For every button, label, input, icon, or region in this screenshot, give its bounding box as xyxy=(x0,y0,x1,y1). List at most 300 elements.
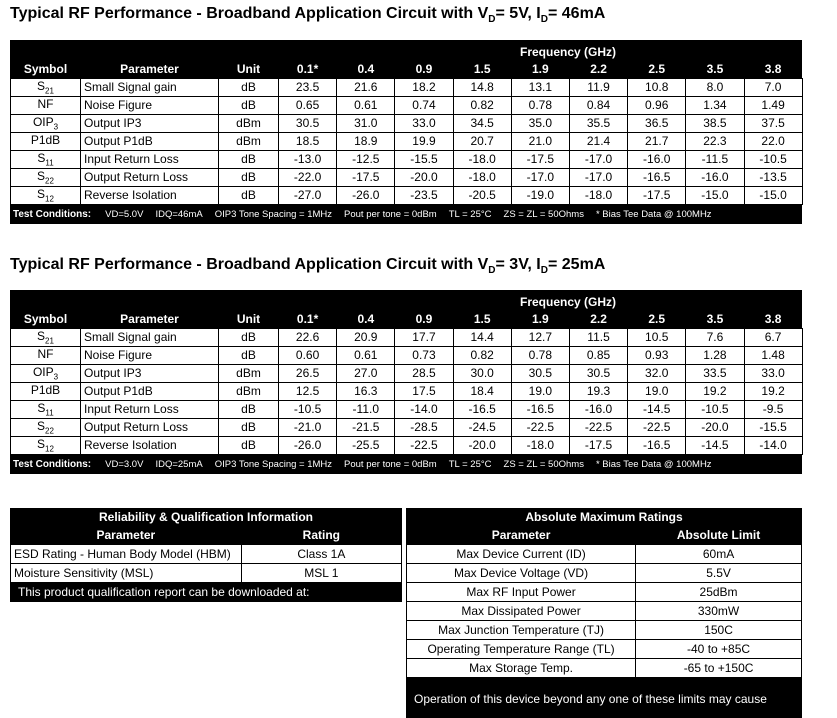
table-row xyxy=(11,96,803,114)
value-cell: 19.2 xyxy=(686,382,744,400)
symbol: S xyxy=(37,186,46,201)
parameter-cell: Output P1dB xyxy=(81,132,219,150)
value-cell: -22.5 xyxy=(569,418,627,436)
parameter-cell: Max Storage Temp. xyxy=(407,658,636,677)
value-cell: 8.0 xyxy=(686,78,744,96)
table-row xyxy=(11,78,803,96)
value-cell: 0.74 xyxy=(395,96,453,114)
value-cell: -12.5 xyxy=(337,150,395,168)
table-row xyxy=(407,544,802,563)
test-condition-item: IDQ=25mA xyxy=(155,458,203,470)
header-row xyxy=(11,60,803,78)
value-cell: 0.96 xyxy=(628,96,686,114)
value-cell: MSL 1 xyxy=(241,563,401,582)
symbol-cell xyxy=(11,78,81,96)
value-cell: -10.5 xyxy=(686,400,744,418)
symbol: S xyxy=(37,150,46,165)
symbol-subscript: 22 xyxy=(45,176,54,186)
rf-performance-table-3v xyxy=(10,290,802,474)
column-header: 0.1* xyxy=(296,61,319,76)
value-cell: 12.7 xyxy=(511,328,569,346)
value-cell: -18.0 xyxy=(453,150,511,168)
value-cell: -17.0 xyxy=(569,168,627,186)
value-cell: 16.3 xyxy=(337,382,395,400)
value-cell: 0.84 xyxy=(569,96,627,114)
table-row xyxy=(11,346,803,364)
column-header: Rating xyxy=(302,527,341,542)
value-cell: -16.5 xyxy=(628,436,686,454)
symbol-subscript: 21 xyxy=(45,86,54,96)
column-header: 2.5 xyxy=(648,61,666,76)
value-cell: 34.5 xyxy=(453,114,511,132)
value-cell: 60mA xyxy=(636,544,802,563)
parameter-cell: Output Return Loss xyxy=(81,168,219,186)
value-cell: -17.0 xyxy=(569,150,627,168)
value-cell: -16.0 xyxy=(628,150,686,168)
value-cell: 11.9 xyxy=(569,78,627,96)
value-cell: 35.5 xyxy=(569,114,627,132)
symbol-cell xyxy=(11,186,81,204)
symbol: S xyxy=(37,400,46,415)
value-cell: -14.0 xyxy=(395,400,453,418)
symbol-subscript: 11 xyxy=(45,158,54,168)
table-title: Absolute Maximum Ratings xyxy=(525,510,683,524)
column-header: 3.5 xyxy=(706,61,724,76)
title-sub: D xyxy=(488,14,496,26)
value-cell: -14.5 xyxy=(628,400,686,418)
table-row xyxy=(407,658,802,677)
parameter-cell: Input Return Loss xyxy=(81,400,219,418)
value-cell: -22.5 xyxy=(395,436,453,454)
test-condition-item: VD=3.0V xyxy=(105,458,144,470)
title-text: = 46mA xyxy=(547,5,606,22)
value-cell: -20.5 xyxy=(453,186,511,204)
value-cell: 19.9 xyxy=(395,132,453,150)
value-cell: 21.6 xyxy=(337,78,395,96)
value-cell: -16.0 xyxy=(569,400,627,418)
parameter-cell: Max RF Input Power xyxy=(407,582,636,601)
column-header: 0.9 xyxy=(415,311,433,326)
value-cell: 0.73 xyxy=(395,346,453,364)
value-cell: 22.3 xyxy=(686,132,744,150)
value-cell: 37.5 xyxy=(744,114,802,132)
column-header: 0.1* xyxy=(296,311,319,326)
symbol-subscript: 22 xyxy=(45,426,54,436)
symbol-cell xyxy=(11,328,81,346)
unit-cell: dB xyxy=(219,418,279,436)
column-header: 1.9 xyxy=(532,61,549,76)
value-cell: -17.0 xyxy=(511,168,569,186)
parameter-cell: Output Return Loss xyxy=(81,418,219,436)
column-header: Parameter xyxy=(491,527,551,542)
symbol: OIP xyxy=(32,114,54,129)
symbol-cell xyxy=(11,346,81,364)
value-cell: 7.6 xyxy=(686,328,744,346)
symbol-cell xyxy=(11,400,81,418)
parameter-cell: Reverse Isolation xyxy=(81,436,219,454)
value-cell: 7.0 xyxy=(744,78,802,96)
value-cell: 19.0 xyxy=(628,382,686,400)
value-cell: -16.5 xyxy=(453,400,511,418)
value-cell: 32.0 xyxy=(628,364,686,382)
column-header: 0.9 xyxy=(415,61,433,76)
value-cell: -15.0 xyxy=(744,186,802,204)
unit-cell: dB xyxy=(219,168,279,186)
symbol-subscript: 21 xyxy=(45,336,54,346)
parameter-cell: Small Signal gain xyxy=(81,328,219,346)
test-condition-item: OIP3 Tone Spacing = 1MHz xyxy=(214,208,333,220)
symbol-cell xyxy=(11,132,81,150)
value-cell: -65 to +150C xyxy=(636,658,802,677)
column-header: 1.5 xyxy=(473,311,491,326)
value-cell: 6.7 xyxy=(744,328,802,346)
symbol: NF xyxy=(37,346,54,361)
value-cell: -17.5 xyxy=(337,168,395,186)
test-conditions-label: Test Conditions: xyxy=(13,208,92,220)
symbol: S xyxy=(37,78,46,93)
column-header: Unit xyxy=(236,61,261,76)
value-cell: -11.5 xyxy=(686,150,744,168)
value-cell: 1.34 xyxy=(686,96,744,114)
title-text: = 25mA xyxy=(547,256,606,273)
parameter-cell: Moisture Sensitivity (MSL) xyxy=(11,563,242,582)
value-cell: 1.28 xyxy=(686,346,744,364)
parameter-cell: ESD Rating - Human Body Model (HBM) xyxy=(11,544,242,563)
symbol: S xyxy=(37,418,46,433)
value-cell: 0.61 xyxy=(337,346,395,364)
symbol-cell xyxy=(11,168,81,186)
value-cell: 17.7 xyxy=(395,328,453,346)
parameter-cell: Output IP3 xyxy=(81,114,219,132)
value-cell: 11.5 xyxy=(569,328,627,346)
title-sub: D xyxy=(540,14,548,26)
parameter-cell: Output IP3 xyxy=(81,364,219,382)
value-cell: 14.4 xyxy=(453,328,511,346)
value-cell: -17.5 xyxy=(628,186,686,204)
value-cell: -16.5 xyxy=(628,168,686,186)
value-cell: 17.5 xyxy=(395,382,453,400)
column-header: 0.4 xyxy=(357,61,375,76)
rf-performance-table-5v xyxy=(10,40,802,224)
value-cell: 19.2 xyxy=(744,382,802,400)
value-cell: -16.5 xyxy=(511,400,569,418)
value-cell: 30.0 xyxy=(453,364,511,382)
parameter-cell: Max Device Current (ID) xyxy=(407,544,636,563)
data-table xyxy=(10,526,402,583)
value-cell: 30.5 xyxy=(511,364,569,382)
value-cell: 18.2 xyxy=(395,78,453,96)
table-row xyxy=(407,620,802,639)
value-cell: -10.5 xyxy=(279,400,337,418)
value-cell: 26.5 xyxy=(279,364,337,382)
unit-cell: dB xyxy=(219,346,279,364)
unit-cell: dB xyxy=(219,78,279,96)
column-header: 2.2 xyxy=(590,311,607,326)
value-cell: 10.8 xyxy=(628,78,686,96)
section2-title xyxy=(10,256,605,276)
column-header: Parameter xyxy=(96,527,156,542)
reliability-table xyxy=(10,508,402,618)
value-cell: 19.0 xyxy=(511,382,569,400)
title-text: Typical RF Performance - Broadband Application Circuit with V xyxy=(10,5,489,22)
value-cell: 18.9 xyxy=(337,132,395,150)
table-footer: Operation of this device beyond any one of these limits may cause xyxy=(414,691,767,706)
test-condition-item: OIP3 Tone Spacing = 1MHz xyxy=(214,458,333,470)
value-cell: -15.5 xyxy=(744,418,802,436)
value-cell: 0.82 xyxy=(453,96,511,114)
data-table xyxy=(10,310,803,455)
unit-cell: dB xyxy=(219,96,279,114)
value-cell: 21.0 xyxy=(511,132,569,150)
symbol-subscript: 12 xyxy=(45,444,54,454)
symbol-cell xyxy=(11,436,81,454)
value-cell: -20.0 xyxy=(686,418,744,436)
table-row xyxy=(11,328,803,346)
value-cell: -28.5 xyxy=(395,418,453,436)
data-table xyxy=(406,526,802,678)
column-header: 3.8 xyxy=(764,61,782,76)
title-sub: D xyxy=(540,265,548,277)
test-condition-item: VD=5.0V xyxy=(105,208,144,220)
test-condition-item: TL = 25°C xyxy=(448,458,492,470)
value-cell: 0.60 xyxy=(279,346,337,364)
frequency-header: Frequency (GHz) xyxy=(520,45,617,59)
test-condition-item: IDQ=46mA xyxy=(155,208,203,220)
test-condition-item: ZS = ZL = 50Ohms xyxy=(503,458,584,470)
symbol: OIP xyxy=(32,364,54,379)
value-cell: 31.0 xyxy=(337,114,395,132)
value-cell: 13.1 xyxy=(511,78,569,96)
value-cell: -10.5 xyxy=(744,150,802,168)
value-cell: -18.0 xyxy=(569,186,627,204)
value-cell: 0.78 xyxy=(511,346,569,364)
value-cell: -22.0 xyxy=(279,168,337,186)
value-cell: -27.0 xyxy=(279,186,337,204)
table-footer: This product qualification report can be downloaded at: www.sirenza.com xyxy=(18,584,310,618)
symbol: S xyxy=(37,436,46,451)
symbol: NF xyxy=(37,96,54,111)
test-conditions xyxy=(10,205,802,224)
value-cell: 0.78 xyxy=(511,96,569,114)
value-cell: -25.5 xyxy=(337,436,395,454)
symbol-subscript: 3 xyxy=(53,122,59,132)
parameter-cell: Reverse Isolation xyxy=(81,186,219,204)
value-cell: 35.0 xyxy=(511,114,569,132)
value-cell: 33.0 xyxy=(744,364,802,382)
column-header: Parameter xyxy=(120,311,179,326)
test-conditions-label: Test Conditions: xyxy=(13,458,92,470)
symbol-subscript: 12 xyxy=(45,194,54,204)
table-row xyxy=(11,382,803,400)
header-row xyxy=(407,526,802,544)
value-cell: -23.5 xyxy=(395,186,453,204)
test-condition-item: * Bias Tee Data @ 100MHz xyxy=(595,208,712,220)
value-cell: -21.5 xyxy=(337,418,395,436)
test-condition-item: ZS = ZL = 50Ohms xyxy=(503,208,584,220)
symbol: S xyxy=(37,168,46,183)
frequency-header: Frequency (GHz) xyxy=(520,295,617,309)
title-text: = 3V, I xyxy=(495,256,541,273)
parameter-cell: Input Return Loss xyxy=(81,150,219,168)
table-row xyxy=(407,639,802,658)
symbol-cell xyxy=(11,96,81,114)
value-cell: -14.5 xyxy=(686,436,744,454)
value-cell: -22.5 xyxy=(511,418,569,436)
value-cell: -14.0 xyxy=(744,436,802,454)
value-cell: -17.5 xyxy=(511,150,569,168)
title-text: = 5V, I xyxy=(495,5,541,22)
value-cell: -24.5 xyxy=(453,418,511,436)
table-row xyxy=(11,364,803,382)
value-cell: 20.9 xyxy=(337,328,395,346)
symbol-cell xyxy=(11,364,81,382)
value-cell: -15.5 xyxy=(395,150,453,168)
symbol: S xyxy=(37,328,46,343)
symbol: P1dB xyxy=(30,132,61,147)
parameter-cell: Noise Figure xyxy=(81,346,219,364)
unit-cell: dB xyxy=(219,328,279,346)
symbol-cell xyxy=(11,382,81,400)
value-cell: 0.65 xyxy=(279,96,337,114)
value-cell: -16.0 xyxy=(686,168,744,186)
table-row xyxy=(11,544,402,563)
value-cell: -20.0 xyxy=(453,436,511,454)
absolute-max-ratings-table xyxy=(406,508,802,718)
column-header: 0.4 xyxy=(357,311,375,326)
value-cell: 38.5 xyxy=(686,114,744,132)
value-cell: 33.5 xyxy=(686,364,744,382)
value-cell: -26.0 xyxy=(279,436,337,454)
value-cell: 22.6 xyxy=(279,328,337,346)
parameter-cell: Small Signal gain xyxy=(81,78,219,96)
section1-title xyxy=(10,5,605,25)
value-cell: 22.0 xyxy=(744,132,802,150)
value-cell: 20.7 xyxy=(453,132,511,150)
table-row xyxy=(11,418,803,436)
value-cell: 0.85 xyxy=(569,346,627,364)
value-cell: 18.5 xyxy=(279,132,337,150)
column-header: 3.5 xyxy=(706,311,724,326)
column-header: 2.2 xyxy=(590,61,607,76)
symbol-cell xyxy=(11,114,81,132)
value-cell: Class 1A xyxy=(241,544,401,563)
value-cell: 23.5 xyxy=(279,78,337,96)
value-cell: -20.0 xyxy=(395,168,453,186)
value-cell: 36.5 xyxy=(628,114,686,132)
unit-cell: dB xyxy=(219,150,279,168)
symbol-cell xyxy=(11,418,81,436)
value-cell: 150C xyxy=(636,620,802,639)
test-condition-item: TL = 25°C xyxy=(448,208,492,220)
column-header: Absolute Limit xyxy=(676,527,761,542)
value-cell: -22.5 xyxy=(628,418,686,436)
parameter-cell: Max Device Voltage (VD) xyxy=(407,563,636,582)
table-row xyxy=(11,150,803,168)
value-cell: -40 to +85C xyxy=(636,639,802,658)
column-header: Unit xyxy=(236,311,261,326)
header-row xyxy=(11,310,803,328)
value-cell: 330mW xyxy=(636,601,802,620)
title-sub: D xyxy=(488,265,496,277)
header-row xyxy=(11,526,402,544)
value-cell: -15.0 xyxy=(686,186,744,204)
unit-cell: dB xyxy=(219,186,279,204)
unit-cell: dBm xyxy=(219,364,279,382)
value-cell: 21.4 xyxy=(569,132,627,150)
value-cell: 30.5 xyxy=(569,364,627,382)
value-cell: 12.5 xyxy=(279,382,337,400)
value-cell: 1.48 xyxy=(744,346,802,364)
column-header: 1.5 xyxy=(473,61,491,76)
symbol: P1dB xyxy=(30,382,61,397)
unit-cell: dB xyxy=(219,400,279,418)
table-row xyxy=(11,168,803,186)
value-cell: 21.7 xyxy=(628,132,686,150)
test-condition-item: Pout per tone = 0dBm xyxy=(344,458,437,470)
value-cell: 18.4 xyxy=(453,382,511,400)
symbol-subscript: 11 xyxy=(45,408,54,418)
value-cell: 33.0 xyxy=(395,114,453,132)
table-row xyxy=(11,563,402,582)
table-row xyxy=(407,563,802,582)
table-title: Reliability & Qualification Information xyxy=(98,510,314,524)
value-cell: -19.0 xyxy=(511,186,569,204)
parameter-cell: Output P1dB xyxy=(81,382,219,400)
value-cell: -11.0 xyxy=(337,400,395,418)
symbol-cell xyxy=(11,150,81,168)
value-cell: -9.5 xyxy=(744,400,802,418)
test-condition-item: Pout per tone = 0dBm xyxy=(344,208,437,220)
unit-cell: dBm xyxy=(219,132,279,150)
column-header: 2.5 xyxy=(648,311,666,326)
parameter-cell: Operating Temperature Range (TL) xyxy=(407,639,636,658)
value-cell: -26.0 xyxy=(337,186,395,204)
parameter-cell: Max Dissipated Power xyxy=(407,601,636,620)
value-cell: 0.82 xyxy=(453,346,511,364)
data-table xyxy=(10,60,803,205)
title-text: Typical RF Performance - Broadband Application Circuit with V xyxy=(10,256,489,273)
value-cell: 19.3 xyxy=(569,382,627,400)
value-cell: 0.93 xyxy=(628,346,686,364)
column-header: 3.8 xyxy=(764,311,782,326)
value-cell: 25dBm xyxy=(636,582,802,601)
value-cell: 14.8 xyxy=(453,78,511,96)
table-row xyxy=(11,132,803,150)
test-condition-item: * Bias Tee Data @ 100MHz xyxy=(595,458,712,470)
table-row xyxy=(11,436,803,454)
value-cell: -21.0 xyxy=(279,418,337,436)
value-cell: -18.0 xyxy=(511,436,569,454)
value-cell: -13.5 xyxy=(744,168,802,186)
table-row xyxy=(11,186,803,204)
table-row xyxy=(11,114,803,132)
unit-cell: dB xyxy=(219,436,279,454)
value-cell: 10.5 xyxy=(628,328,686,346)
value-cell: 1.49 xyxy=(744,96,802,114)
value-cell: -17.5 xyxy=(569,436,627,454)
parameter-cell: Max Junction Temperature (TJ) xyxy=(407,620,636,639)
table-row xyxy=(407,582,802,601)
symbol-subscript: 3 xyxy=(53,372,59,382)
column-header: Parameter xyxy=(120,61,179,76)
unit-cell: dBm xyxy=(219,114,279,132)
value-cell: 28.5 xyxy=(395,364,453,382)
value-cell: 0.61 xyxy=(337,96,395,114)
table-row xyxy=(11,400,803,418)
parameter-cell: Noise Figure xyxy=(81,96,219,114)
value-cell: -13.0 xyxy=(279,150,337,168)
value-cell: 27.0 xyxy=(337,364,395,382)
